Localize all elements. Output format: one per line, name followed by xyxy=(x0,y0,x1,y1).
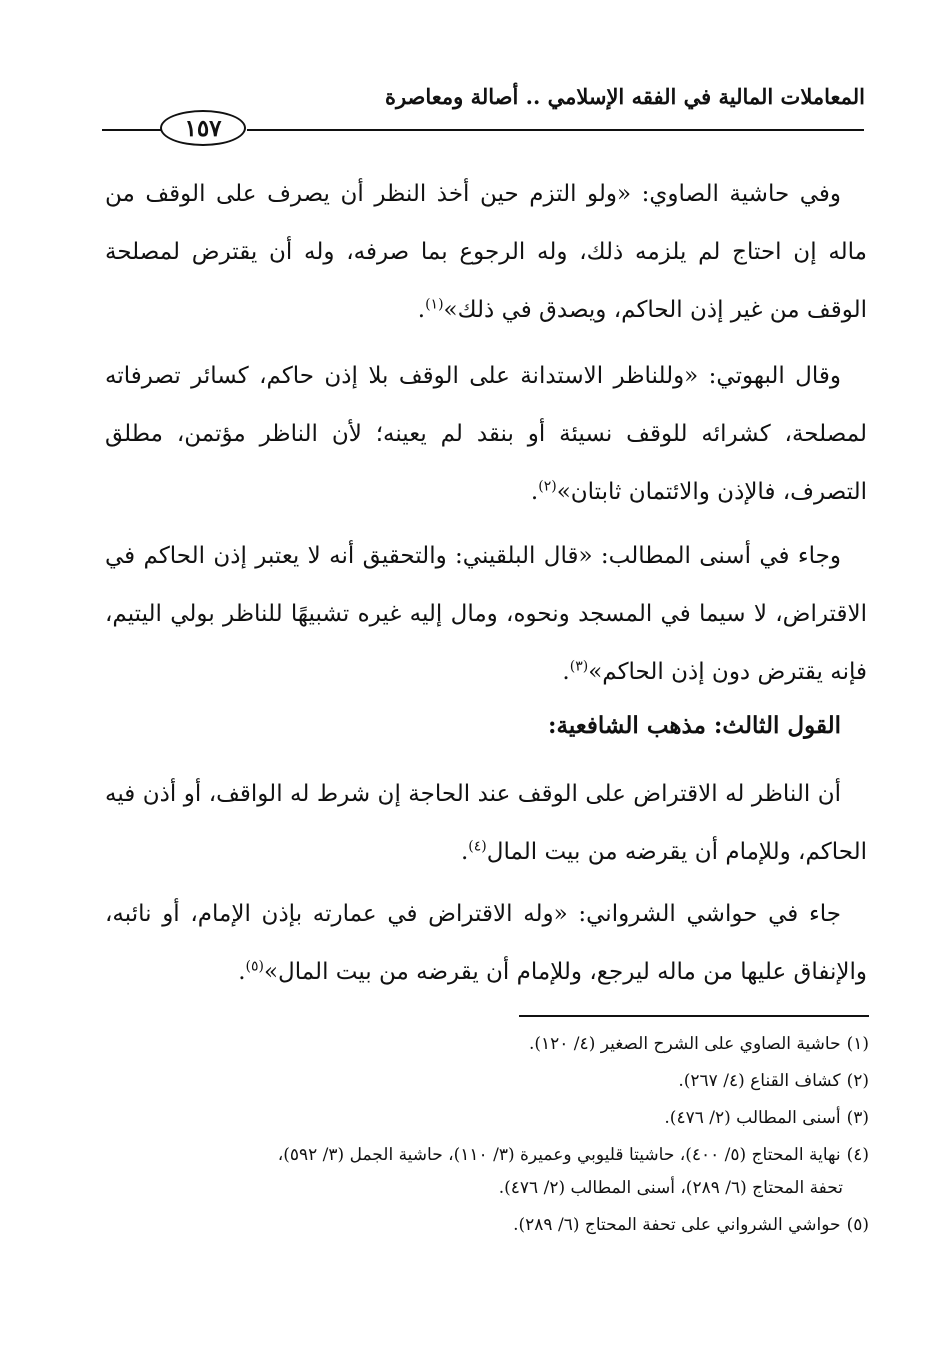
period: . xyxy=(417,297,426,323)
footnotes xyxy=(99,1028,869,1246)
footnote-text: حاشية الصاوي على الشرح الصغير (٤/ ١٢٠). xyxy=(528,1034,841,1054)
footnote xyxy=(99,1139,869,1205)
paragraph xyxy=(105,347,867,521)
period: . xyxy=(562,659,570,685)
footnote xyxy=(99,1065,869,1098)
paragraph xyxy=(105,527,867,701)
body-text xyxy=(105,165,867,339)
header-rule xyxy=(102,129,162,131)
footnote-text: كشاف القناع (٤/ ٢٦٧). xyxy=(678,1071,841,1091)
footnote-ref: (٥) xyxy=(245,958,264,975)
footnote-number: (٤) xyxy=(846,1145,869,1165)
section-heading: القول الثالث: مذهب الشافعية: xyxy=(548,712,841,739)
period: . xyxy=(460,839,469,865)
footnote-ref: (٢) xyxy=(538,478,557,495)
footnote-number: (٢) xyxy=(846,1071,869,1091)
footnote xyxy=(99,1102,869,1135)
body-text xyxy=(105,347,867,521)
header-rule xyxy=(247,129,864,131)
footnote-text: حواشي الشرواني على تحفة المحتاج (٦/ ٢٨٩). xyxy=(513,1215,841,1235)
footnote-ref: (٣) xyxy=(569,658,589,675)
footnote-number: (٥) xyxy=(846,1215,869,1235)
footnote-number: (٣) xyxy=(846,1108,869,1128)
footnote-separator xyxy=(519,1015,869,1017)
period: . xyxy=(238,959,246,985)
footnote-text: نهاية المحتاج (٥/ ٤٠٠)، حاشيتا قليوبي وعميرة (٣/ ١١٠)، حاشية الجمل (٣/ ٥٩٢)، xyxy=(277,1145,841,1165)
paragraph xyxy=(105,765,867,881)
paragraph xyxy=(105,165,867,339)
footnote xyxy=(99,1028,869,1061)
paragraph-text: أن الناظر له الاقتراض على الوقف عند الحاجة إن شرط له الواقف، أو أذن فيه الحاكم، وللإمام أن يقرضه من بيت المال xyxy=(105,781,867,865)
body-text xyxy=(105,765,867,881)
paragraph-text: جاء في حواشي الشرواني: «وله الاقتراض في عمارته بإذن الإمام، أو نائبه، والإنفاق عليها من ماله ليرجع، وللإمام أن يقرضه من بيت المال» xyxy=(105,901,867,985)
body-text xyxy=(105,527,867,701)
footnote-text: أسنى المطالب (٢/ ٤٧٦). xyxy=(664,1108,841,1128)
footnote-ref: (١) xyxy=(425,296,444,313)
paragraph-text: وقال البهوتي: «وللناظر الاستدانة على الوقف بلا إذن حاكم، كسائر تصرفاته لمصلحة، كشرائه للوقف نسيئة أو بنقد لم يعينه؛ لأن الناظر مؤتمن، مطلق التصرف، فالإذن والائتمان ثابتان» xyxy=(105,363,867,505)
paragraph-text: وجاء في أسنى المطالب: «قال البلقيني: والتحقيق أنه لا يعتبر إذن الحاكم في الاقتراض، لا سيما في المسجد ونحوه، ومال إليه غيره تشبيهًا للناظر بولي اليتيم، فإنه يقترض دون إذن الحاكم» xyxy=(105,543,867,685)
body-text xyxy=(105,697,867,755)
period: . xyxy=(530,479,539,505)
footnote-continuation: تحفة المحتاج (٦/ ٢٨٩)، أسنى المطالب (٢/ ٤٧٦). xyxy=(498,1178,843,1198)
running-header: المعاملات المالية في الفقه الإسلامي .. أصالة ومعاصرة xyxy=(384,84,865,109)
footnote-ref: (٤) xyxy=(468,838,487,855)
paragraph-text: وفي حاشية الصاوي: «ولو التزم حين أخذ النظر أن يصرف على الوقف من ماله إن احتاج لم يلزمه ذلك، وله الرجوع بما صرفه، وله أن يقترض لمصلحة الوقف من غير إذن الحاكم، ويصدق في ذلك» xyxy=(105,181,867,323)
paragraph xyxy=(105,885,867,1001)
body-text xyxy=(105,885,867,1001)
page-number: ١٥٧ xyxy=(160,110,246,146)
footnote-number: (١) xyxy=(846,1034,869,1054)
footnote xyxy=(99,1209,869,1242)
